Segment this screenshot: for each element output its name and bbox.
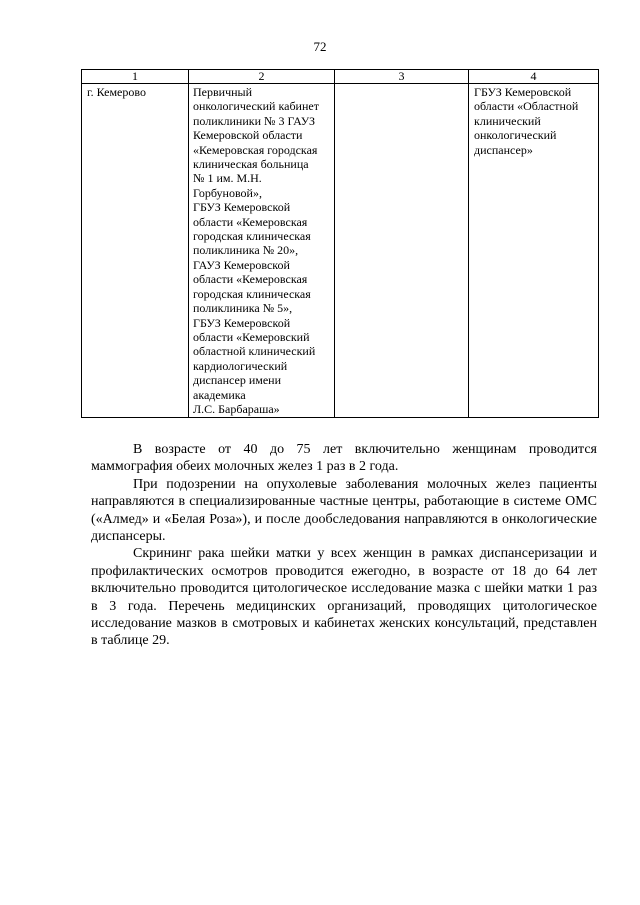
body-text xyxy=(91,441,597,650)
page-number: 72 xyxy=(313,39,327,54)
cell-line: клинический xyxy=(474,113,541,128)
city-cell: г. Кемерово xyxy=(82,84,189,418)
cell-line: городская клиническая xyxy=(193,229,311,244)
cell-line: онкологический кабинет xyxy=(193,99,319,114)
paragraph-cervical-screening: Скрининг рака шейки матки у всех женщин в рамках диспансеризации и профилактических осмотров проводится ежегодно, в возрасте от 18 до 64 лет включительно проводится цитологическое исследование мазка с шейки матки 1 раз в 3 года. Перечень медицинских организаций, проводящих цитологическое исследование мазков в смотровых и кабинетах женских консультаций, представлен в таблице 29. xyxy=(91,546,597,649)
oncology-dispensary-cell xyxy=(469,84,599,418)
cell-line: областной клинический xyxy=(193,344,316,359)
cell-line: поликлиника № 5», xyxy=(193,301,293,316)
medical-organizations-table xyxy=(81,69,599,418)
cell-line: Л.С. Барбараша» xyxy=(193,401,280,416)
cell-line: области «Кемеровский xyxy=(193,329,310,344)
cell-line: клиническая больница xyxy=(193,157,309,172)
cell-line: ГБУЗ Кемеровской xyxy=(193,315,291,330)
cell-line: области «Кемеровская xyxy=(193,214,308,229)
cell-line: диспансер имени xyxy=(193,373,282,388)
cell-line: диспансер» xyxy=(474,142,533,157)
cell-line: ГБУЗ Кемеровской xyxy=(474,85,572,99)
cell-line: «Кемеровская городская xyxy=(193,142,318,157)
table-header-row xyxy=(82,70,599,84)
table-row xyxy=(82,84,599,418)
cell-line: ГАУЗ Кемеровской xyxy=(193,257,290,272)
cell-line: Горбуновой», xyxy=(193,185,262,200)
column-header-1: 1 xyxy=(82,70,189,84)
cell-line: онкологический xyxy=(474,128,557,143)
cell-line: поликлиника № 20», xyxy=(193,243,299,258)
paragraph-referral: При подозрении на опухолевые заболевания молочных желез пациенты направляются в специализированные частные центры, работающие в системе ОМС («Алмед» и «Белая Роза»), и после дообследования направляются в онкологические диспансеры. xyxy=(91,476,597,545)
cell-line: № 1 им. М.Н. xyxy=(193,171,262,186)
column-header-4: 4 xyxy=(469,70,599,84)
cell-line: академика xyxy=(193,387,246,402)
cell-line: поликлиники № 3 ГАУЗ xyxy=(193,113,316,128)
cell-line: кардиологический xyxy=(193,358,288,373)
cell-line: Кемеровской области xyxy=(193,128,303,143)
cell-line: области «Областной xyxy=(474,99,579,114)
cell-line: ГБУЗ Кемеровской xyxy=(193,200,291,215)
cell-line: Первичный xyxy=(193,85,253,99)
column-header-3: 3 xyxy=(335,70,469,84)
cell-line: городская клиническая xyxy=(193,286,311,301)
empty-cell xyxy=(335,84,469,418)
cell-line: области «Кемеровская xyxy=(193,272,308,287)
primary-oncology-cabinets-cell xyxy=(189,84,335,418)
column-header-2: 2 xyxy=(189,70,335,84)
paragraph-mammography: В возрасте от 40 до 75 лет включительно женщинам проводится маммография обеих молочных желез 1 раз в 2 года. xyxy=(91,442,597,475)
